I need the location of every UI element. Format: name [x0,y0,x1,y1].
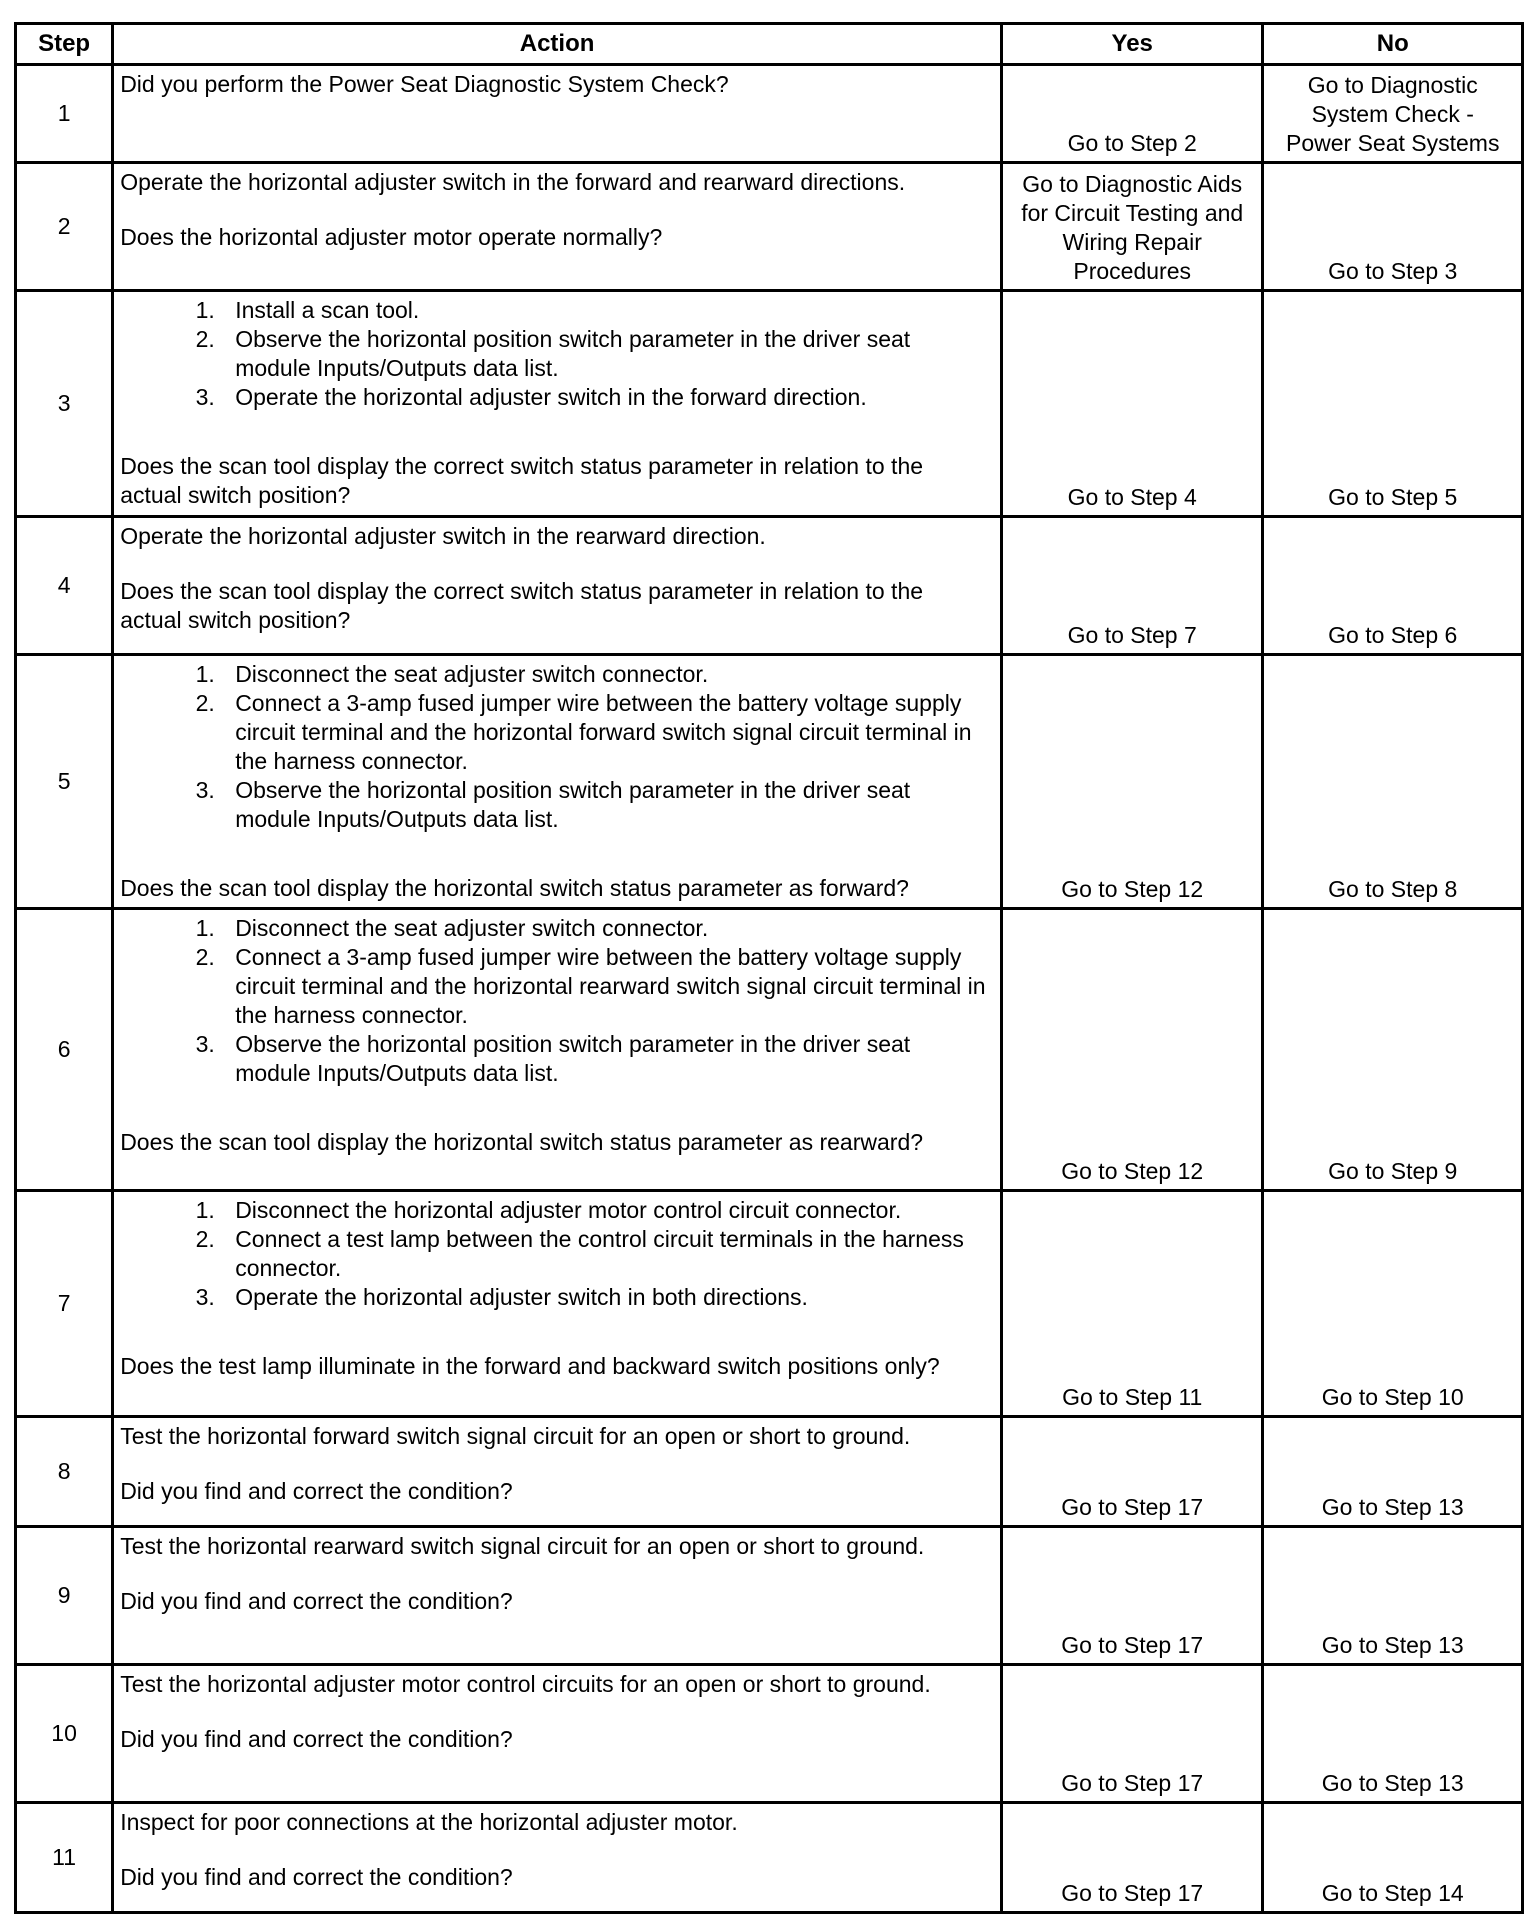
table-row [16,1665,1523,1803]
action-text: Test the horizontal rearward switch signal circuit for an open or short to ground. [120,1533,925,1559]
action-step-item: 3. Observe the horizontal position switch parameter in the driver seat module Inputs/Outputs data list. [221,1030,990,1088]
yes-outcome [1001,163,1263,291]
yes-outcome: Go to Step 12 [1001,655,1263,909]
table-row [16,1417,1523,1527]
no-outcome: Go to Step 13 [1263,1665,1523,1803]
header-yes: Yes [1001,24,1263,65]
step-number: 8 [16,1417,113,1527]
no-outcome [1263,65,1523,163]
action-cell [113,163,1002,291]
action-step-item: 1. Disconnect the seat adjuster switch connector. [221,660,990,689]
action-text: Did you perform the Power Seat Diagnostic System Check? [120,71,729,97]
no-outcome: Go to Step 9 [1263,909,1523,1191]
no-outcome: Go to Step 13 [1263,1527,1523,1665]
action-text: Test the horizontal forward switch signal circuit for an open or short to ground. [120,1423,911,1449]
header-step: Step [16,24,113,65]
action-question: Does the test lamp illuminate in the forward and backward switch positions only? [120,1353,940,1379]
header-action: Action [113,24,1002,65]
table-row [16,909,1523,1191]
step-number: 1 [16,65,113,163]
no-outcome: Go to Step 6 [1263,517,1523,655]
action-question: Did you find and correct the condition? [120,1726,513,1752]
yes-outcome: Go to Step 2 [1001,65,1263,163]
action-cell [113,909,1002,1191]
step-number: 9 [16,1527,113,1665]
yes-outcome-line: for Circuit Testing and [1021,200,1244,226]
step-number: 11 [16,1803,113,1913]
no-outcome: Go to Step 10 [1263,1191,1523,1417]
action-step-item: 2. Connect a test lamp between the control circuit terminals in the harness connector. [221,1225,990,1283]
table-row [16,163,1523,291]
action-step-item: 1. Disconnect the seat adjuster switch connector. [221,914,990,943]
action-text: Inspect for poor connections at the horizontal adjuster motor. [120,1809,738,1835]
action-step-item: 3. Operate the horizontal adjuster switch in the forward direction. [221,383,990,412]
table-row [16,65,1523,163]
yes-outcome: Go to Step 4 [1001,291,1263,517]
action-cell [113,1191,1002,1417]
action-text: Operate the horizontal adjuster switch in the forward and rearward directions. [120,169,906,195]
action-step-item: 3. Observe the horizontal position switch parameter in the driver seat module Inputs/Outputs data list. [221,776,990,834]
step-number: 7 [16,1191,113,1417]
action-question: Did you find and correct the condition? [120,1588,513,1614]
action-cell [113,1527,1002,1665]
action-step-item: 1. Disconnect the horizontal adjuster motor control circuit connector. [221,1196,990,1225]
action-question: Did you find and correct the condition? [120,1478,513,1504]
yes-outcome: Go to Step 11 [1001,1191,1263,1417]
no-outcome-line: System Check - [1311,101,1474,127]
header-no: No [1263,24,1523,65]
no-outcome: Go to Step 3 [1263,163,1523,291]
yes-outcome: Go to Step 17 [1001,1803,1263,1913]
yes-outcome: Go to Step 7 [1001,517,1263,655]
yes-outcome-line: Procedures [1073,258,1192,284]
action-cell [113,65,1002,163]
action-steps [120,296,990,412]
step-number: 5 [16,655,113,909]
action-question: Did you find and correct the condition? [120,1864,513,1890]
action-steps [120,914,990,1088]
action-question: Does the scan tool display the horizontal switch status parameter as rearward? [120,1129,924,1155]
action-cell [113,1665,1002,1803]
action-question: Does the scan tool display the correct switch status parameter in relation to the actual switch position? [120,578,924,633]
action-cell [113,1417,1002,1527]
no-outcome: Go to Step 13 [1263,1417,1523,1527]
table-row [16,517,1523,655]
yes-outcome: Go to Step 17 [1001,1665,1263,1803]
step-number: 6 [16,909,113,1191]
action-cell [113,517,1002,655]
table-header-row [16,24,1523,65]
action-step-item: 2. Connect a 3-amp fused jumper wire between the battery voltage supply circuit terminal and the horizontal rearward switch signal circuit terminal in the harness connector. [221,943,990,1030]
action-steps [120,660,990,834]
action-step-item: 2. Connect a 3-amp fused jumper wire between the battery voltage supply circuit terminal and the horizontal forward switch signal circuit terminal in the harness connector. [221,689,990,776]
action-text: Test the horizontal adjuster motor control circuits for an open or short to ground. [120,1671,931,1697]
action-cell [113,1803,1002,1913]
action-text: Operate the horizontal adjuster switch in the rearward direction. [120,523,766,549]
action-step-item: 2. Observe the horizontal position switch parameter in the driver seat module Inputs/Outputs data list. [221,325,990,383]
step-number: 4 [16,517,113,655]
table-row [16,1191,1523,1417]
action-question: Does the horizontal adjuster motor operate normally? [120,224,663,250]
table-row [16,1803,1523,1913]
yes-outcome: Go to Step 17 [1001,1527,1263,1665]
action-step-item: 1. Install a scan tool. [221,296,990,325]
action-steps [120,1196,990,1312]
action-question: Does the scan tool display the horizontal switch status parameter as forward? [120,875,909,901]
no-outcome-line: Go to Diagnostic [1307,72,1478,98]
step-number: 3 [16,291,113,517]
yes-outcome-line: Wiring Repair [1062,229,1202,255]
table-row [16,1527,1523,1665]
yes-outcome: Go to Step 12 [1001,909,1263,1191]
no-outcome: Go to Step 5 [1263,291,1523,517]
action-question: Does the scan tool display the correct switch status parameter in relation to the actual switch position? [120,453,924,508]
table-row [16,655,1523,909]
action-cell [113,291,1002,517]
diagnostic-table [14,22,1524,1914]
action-step-item: 3. Operate the horizontal adjuster switch in both directions. [221,1283,990,1312]
no-outcome: Go to Step 14 [1263,1803,1523,1913]
no-outcome: Go to Step 8 [1263,655,1523,909]
no-outcome-line: Power Seat Systems [1286,130,1500,156]
table-row [16,291,1523,517]
yes-outcome: Go to Step 17 [1001,1417,1263,1527]
action-cell [113,655,1002,909]
step-number: 10 [16,1665,113,1803]
yes-outcome-line: Go to Diagnostic Aids [1022,171,1243,197]
step-number: 2 [16,163,113,291]
